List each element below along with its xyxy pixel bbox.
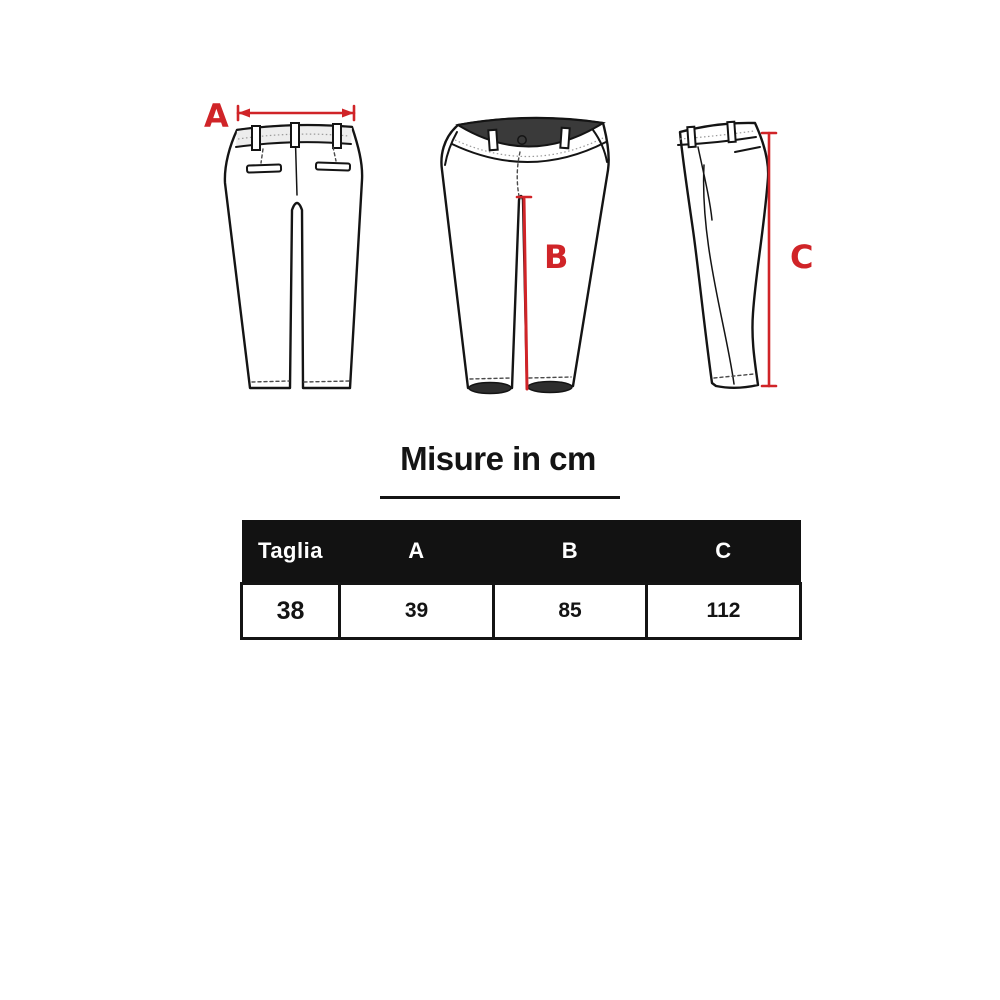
title-underline: [380, 496, 620, 499]
pants-side-outline: [680, 123, 768, 388]
col-header-taglia: Taglia: [242, 520, 340, 584]
leg-opening: [528, 382, 572, 393]
belt-loop: [333, 124, 341, 148]
waist-button: [518, 136, 526, 144]
belt-loop: [560, 128, 569, 149]
pants-front-view-illustration: [436, 98, 612, 403]
back-pocket-welt: [247, 164, 281, 172]
col-header-c: C: [647, 520, 801, 584]
pants-back-view-illustration: [200, 95, 375, 405]
cell-measure-c: 112: [647, 584, 801, 639]
belt-loop: [252, 126, 260, 150]
leg-opening: [469, 383, 511, 394]
belt-loop: [291, 123, 299, 147]
size-table-header: [242, 520, 801, 584]
measurement-label-b: B: [544, 238, 569, 276]
col-header-a: A: [340, 520, 494, 584]
measurement-label-a: A: [204, 97, 229, 135]
cell-measure-b: 85: [494, 584, 647, 639]
measurement-label-c: C: [790, 238, 814, 276]
belt-loop: [488, 130, 497, 151]
belt-loop: [687, 127, 695, 147]
measurement-arrow-a: [238, 106, 354, 120]
size-table-row: [242, 584, 801, 639]
col-header-b: B: [494, 520, 647, 584]
belt-loop: [727, 122, 735, 142]
size-table: [240, 520, 802, 640]
cell-taglia: 38: [242, 584, 340, 639]
cell-measure-a: 39: [340, 584, 494, 639]
size-chart-title: Misure in cm: [400, 440, 596, 477]
back-pocket-welt: [316, 162, 350, 170]
